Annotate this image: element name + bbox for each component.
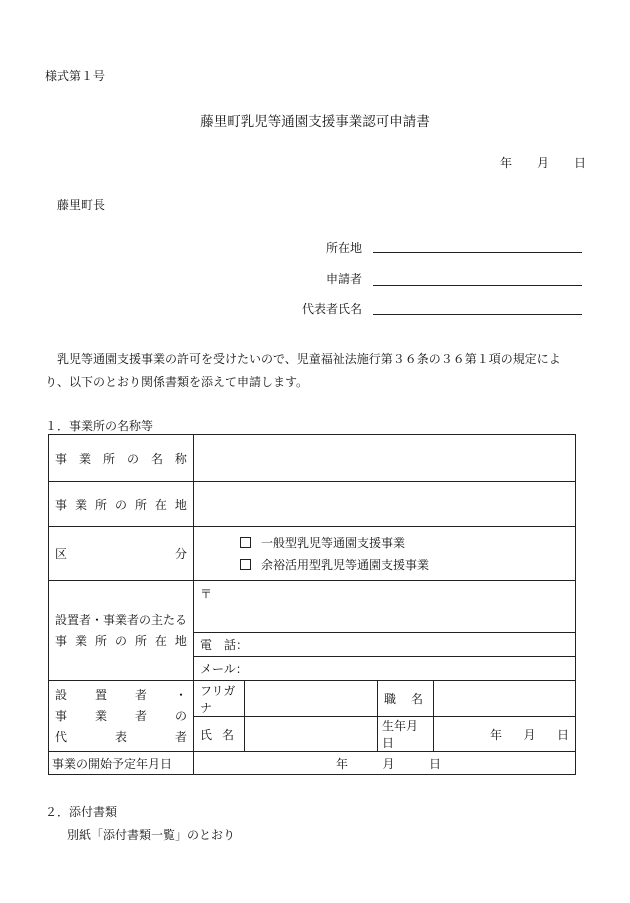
category-label: 区 分: [49, 527, 194, 581]
address-field[interactable]: [373, 252, 582, 253]
applicant-field[interactable]: [373, 285, 582, 286]
section-2-title: ２．添付書類: [45, 805, 118, 819]
applicant-label: 申請者: [325, 272, 362, 286]
date-field[interactable]: [500, 154, 586, 171]
application-table: [48, 434, 576, 775]
date-year-char: 年: [500, 156, 513, 170]
birthdate-label: 生年月日: [378, 717, 434, 752]
addressee: 藤里町長: [57, 198, 106, 212]
checkbox[interactable]: [240, 559, 251, 570]
postal-address-field[interactable]: [194, 581, 576, 633]
main-office-location-label: 設置者・事業者の主たる 事 業 所 の 所 在 地: [49, 581, 194, 681]
email-field[interactable]: [194, 657, 576, 681]
category-option-surplus[interactable]: 余裕活用型乳児等通園支援事業: [240, 554, 569, 576]
table-row: [49, 581, 576, 633]
body-text-line-1: 乳児等通園支援事業の許可を受けたいので、児童福祉法施行第３６条の３６第１項の規定によ: [57, 352, 561, 366]
section-1-title: １．事業所の名称等: [45, 419, 154, 433]
table-row: [49, 527, 576, 581]
founder-representative-label: 設 置 者 ・ 事 業 者 の 代 表 者: [49, 681, 194, 752]
position-label: 職 名: [378, 681, 434, 717]
furigana-field[interactable]: [245, 681, 378, 717]
phone-field[interactable]: [194, 633, 576, 657]
start-date-field[interactable]: 年 月 日: [194, 752, 576, 775]
table-row: [49, 482, 576, 527]
birthdate-field[interactable]: 年 月 日: [434, 717, 576, 752]
representative-name-field[interactable]: [245, 717, 378, 752]
email-label: メール：: [200, 662, 248, 676]
category-option-general[interactable]: 一般型乳児等通園支援事業: [240, 532, 569, 554]
body-text-line-2: り、以下のとおり関係書類を添えて申請します。: [45, 375, 309, 389]
representative-label: 代表者氏名: [301, 302, 362, 316]
facility-location-label: 事 業 所 の 所 在 地: [49, 482, 194, 527]
section-2-text: 別紙「添付書類一覧」のとおり: [67, 828, 236, 842]
postal-mark: 〒: [200, 587, 213, 601]
representative-field[interactable]: [373, 314, 582, 315]
table-row: [49, 435, 576, 482]
form-number: 様式第１号: [45, 69, 106, 83]
table-row: [49, 681, 576, 717]
start-date-label: 事業の開始予定年月日: [49, 752, 194, 775]
furigana-label: フリガナ: [194, 681, 245, 717]
facility-name-label: 事 業 所 の 名 称: [49, 435, 194, 482]
date-day-char: 日: [573, 156, 586, 170]
facility-location-field[interactable]: [194, 482, 576, 527]
position-field[interactable]: [434, 681, 576, 717]
date-month-char: 月: [536, 156, 549, 170]
category-options: [194, 527, 576, 581]
checkbox[interactable]: [240, 537, 251, 548]
phone-label: 電 話：: [200, 638, 249, 652]
name-label: 氏 名: [194, 717, 245, 752]
address-label: 所在地: [325, 241, 362, 255]
table-row: [49, 752, 576, 775]
facility-name-field[interactable]: [194, 435, 576, 482]
page-title: 藤里町乳児等通園支援事業認可申請書: [200, 114, 430, 130]
